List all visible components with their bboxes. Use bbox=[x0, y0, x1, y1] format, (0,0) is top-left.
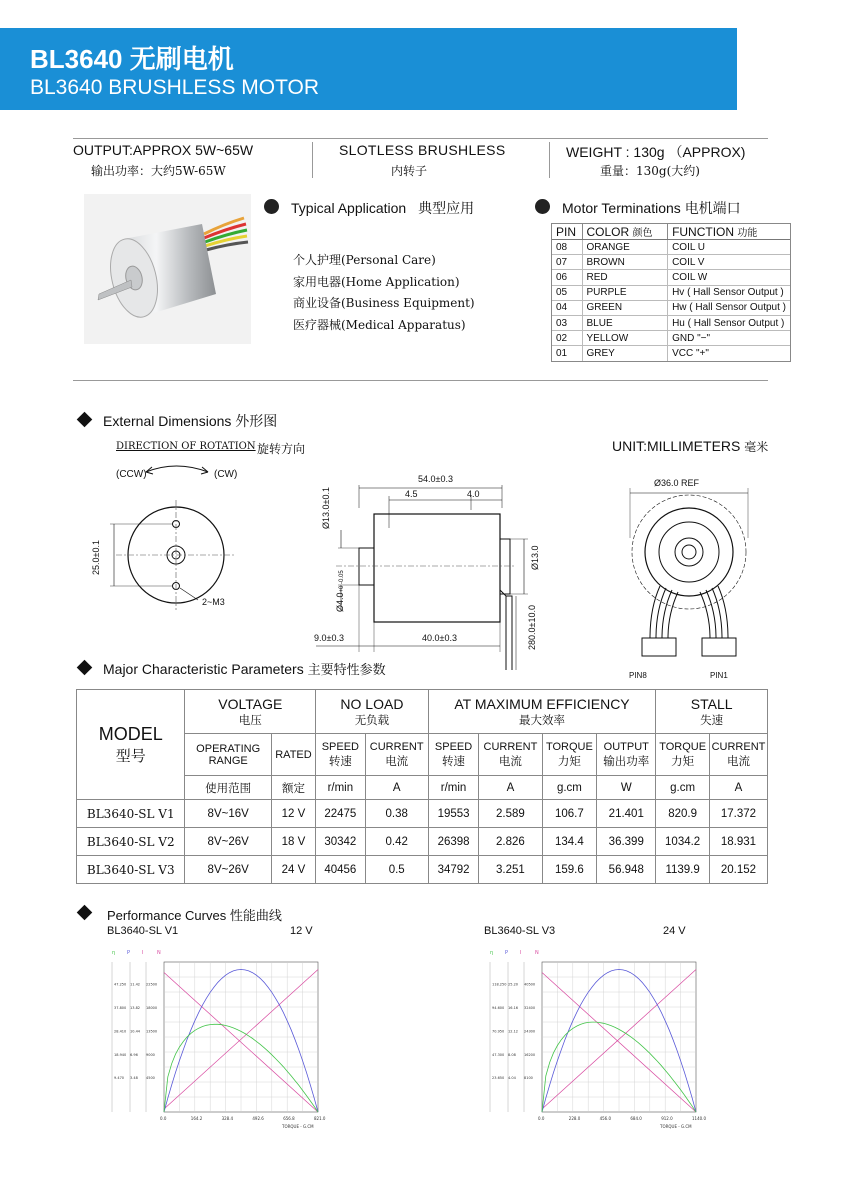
axis-tick-label: 8.08 bbox=[508, 1052, 516, 1057]
dim-280: 280.0±10.0 bbox=[527, 605, 537, 650]
diamond-bullet-icon bbox=[77, 905, 93, 921]
parameters-title-en: Major Characteristic Parameters bbox=[103, 661, 304, 677]
nl-current-cn: 电流 bbox=[385, 755, 409, 768]
me-output-cn: 输出功率 bbox=[603, 755, 650, 768]
pin-color-cell: BLUE bbox=[582, 315, 668, 330]
pin-function-cell: Hv ( Hall Sensor Output ) bbox=[668, 285, 790, 300]
application-title-en: Typical Application bbox=[291, 200, 407, 216]
axis-tick-label: 94.600 bbox=[492, 1005, 505, 1010]
param-me-speed-cell: 34792 bbox=[428, 856, 479, 884]
page-title: BL3640 无刷电机 bbox=[30, 44, 234, 74]
param-range-cell: 8V~26V bbox=[185, 856, 271, 884]
curve-left-volt: 12 V bbox=[290, 925, 313, 937]
me-current-header bbox=[479, 734, 542, 776]
function-header bbox=[668, 224, 790, 240]
op-range-header bbox=[185, 734, 271, 776]
param-me-torque-cell: 159.6 bbox=[542, 856, 597, 884]
dimensions-title-cn: 外形图 bbox=[235, 413, 278, 429]
terminations-title bbox=[562, 198, 741, 218]
table-row bbox=[77, 800, 768, 828]
stall-header-cn: 失速 bbox=[700, 714, 724, 727]
color-header-cn: 颜色 bbox=[632, 228, 653, 239]
unit-label-cn: 毫米 bbox=[744, 440, 769, 454]
dimensions-title-en: External Dimensions bbox=[103, 413, 232, 429]
param-me-speed-cell: 19553 bbox=[428, 800, 479, 828]
x-tick-label: 821.0 bbox=[314, 1116, 326, 1121]
pin-row bbox=[552, 255, 790, 270]
unit-label-en: UNIT:MILLIMETERS bbox=[612, 438, 741, 454]
maxeff-header-cn: 最大效率 bbox=[519, 714, 566, 727]
st-current-en: CURRENT bbox=[711, 740, 766, 753]
unit-rmin: r/min bbox=[316, 776, 366, 800]
dim-4-tolerance: +0 -0.05 bbox=[339, 570, 345, 593]
color-header-en: COLOR bbox=[586, 225, 630, 239]
me-torque-header bbox=[542, 734, 597, 776]
me-torque-cn: 力矩 bbox=[557, 755, 581, 768]
terminations-title-cn: 电机端口 bbox=[684, 200, 741, 216]
me-current-en: CURRENT bbox=[483, 740, 538, 753]
pin-row bbox=[552, 285, 790, 300]
page-subtitle: BL3640 BRUSHLESS MOTOR bbox=[30, 76, 320, 99]
x-axis-label: TORQUE - G.CM bbox=[282, 1124, 314, 1129]
series-letter: I bbox=[520, 950, 522, 956]
me-speed-en: SPEED bbox=[434, 740, 473, 753]
pin-color-cell: YELLOW bbox=[582, 331, 668, 346]
x-tick-label: 492.6 bbox=[252, 1116, 264, 1121]
motor-type-cn: 内转子 bbox=[391, 164, 428, 178]
nl-speed-en: SPEED bbox=[321, 740, 359, 753]
axis-tick-label: 10.44 bbox=[130, 1029, 141, 1034]
op-range-cn: 使用范围 bbox=[185, 776, 271, 800]
me-output-en: OUTPUT bbox=[603, 740, 649, 753]
voltage-header-cn: 电压 bbox=[238, 714, 262, 727]
axis-tick-label: 3.48 bbox=[130, 1076, 138, 1081]
rear-view-drawing bbox=[620, 478, 770, 678]
noload-header-en: NO LOAD bbox=[340, 695, 404, 712]
series-letter: N bbox=[157, 950, 161, 956]
x-tick-label: 0.0 bbox=[538, 1116, 545, 1121]
pin-row bbox=[552, 331, 790, 346]
param-st-current-cell: 17.372 bbox=[709, 800, 767, 828]
function-header-cn: 功能 bbox=[737, 228, 758, 239]
rotation-label-cn: 旋转方向 bbox=[257, 442, 306, 456]
voltage-header-en: VOLTAGE bbox=[218, 695, 283, 712]
axis-tick-label: 118.250 bbox=[492, 982, 507, 987]
pin-function-cell: VCC "+" bbox=[668, 346, 790, 361]
param-me-torque-cell: 134.4 bbox=[542, 828, 597, 856]
axis-tick-label: 28.410 bbox=[114, 1029, 127, 1034]
param-nl-current-cell: 0.5 bbox=[365, 856, 428, 884]
table-row bbox=[77, 856, 768, 884]
pin-color-cell: ORANGE bbox=[582, 240, 668, 255]
pin-pin-cell: 07 bbox=[552, 255, 582, 270]
x-tick-label: 164.2 bbox=[190, 1116, 203, 1121]
param-st-torque-cell: 1034.2 bbox=[656, 828, 710, 856]
pin1-label: PIN1 bbox=[710, 671, 728, 680]
param-me-output-cell: 21.401 bbox=[597, 800, 656, 828]
unit-gcm: g.cm bbox=[656, 776, 710, 800]
output-spec: OUTPUT:APPROX 5W~65W bbox=[73, 142, 254, 158]
front-view-drawing bbox=[96, 462, 256, 622]
pin-function-cell: COIL W bbox=[668, 270, 790, 285]
axis-tick-label: 8100 bbox=[524, 1076, 533, 1081]
rated-header bbox=[271, 734, 315, 776]
x-tick-label: 0.0 bbox=[160, 1116, 167, 1121]
dim-13: Ø13.0 bbox=[530, 545, 540, 570]
param-st-current-cell: 18.931 bbox=[709, 828, 767, 856]
me-current-cn: 电流 bbox=[498, 755, 522, 768]
param-me-torque-cell: 106.7 bbox=[542, 800, 597, 828]
axis-tick-label: 12.12 bbox=[508, 1029, 519, 1034]
application-list bbox=[293, 250, 475, 336]
pin-pin-cell: 02 bbox=[552, 331, 582, 346]
curves-title-en: Performance Curves bbox=[107, 908, 227, 923]
pin-function-cell: Hw ( Hall Sensor Output ) bbox=[668, 300, 790, 315]
output-spec-cn: 输出功率：大约5W-65W bbox=[91, 164, 226, 178]
axis-tick-label: 47.250 bbox=[114, 982, 127, 987]
pin-row bbox=[552, 240, 790, 255]
pin-color-cell: PURPLE bbox=[582, 285, 668, 300]
param-me-output-cell: 56.948 bbox=[597, 856, 656, 884]
maxeff-header bbox=[428, 690, 655, 734]
series-letter: N bbox=[535, 950, 539, 956]
bullet-icon bbox=[264, 199, 279, 214]
axis-tick-label: 47.300 bbox=[492, 1052, 505, 1057]
axis-tick-label: 37.800 bbox=[114, 1005, 127, 1010]
pin-row bbox=[552, 346, 790, 361]
table-row bbox=[77, 828, 768, 856]
motor-type: SLOTLESS BRUSHLESS bbox=[339, 142, 506, 158]
list-item: 个人护理(Personal Care) bbox=[293, 253, 436, 267]
spec-top-rule bbox=[73, 138, 768, 139]
parameters-table bbox=[76, 689, 768, 884]
diamond-bullet-icon bbox=[77, 412, 93, 428]
spec-divider bbox=[312, 142, 313, 178]
series-letter: η bbox=[112, 950, 116, 956]
dim-4-5: 4.5 bbox=[405, 489, 418, 499]
pin-table bbox=[551, 223, 791, 362]
unit-a: A bbox=[709, 776, 767, 800]
st-torque-header bbox=[656, 734, 710, 776]
ccw-label: (CCW) bbox=[116, 469, 147, 480]
parameters-title-cn: 主要特性参数 bbox=[307, 663, 386, 678]
dim-25: 25.0±0.1 bbox=[91, 540, 101, 575]
param-rated-cell: 24 V bbox=[271, 856, 315, 884]
axis-tick-label: 13.82 bbox=[130, 1005, 141, 1010]
model-header-cn: 型号 bbox=[115, 747, 146, 765]
me-output-header bbox=[597, 734, 656, 776]
param-range-cell: 8V~16V bbox=[185, 800, 271, 828]
param-nl-speed-cell: 22475 bbox=[316, 800, 366, 828]
pin-function-cell: GND "−" bbox=[668, 331, 790, 346]
pin-row bbox=[552, 270, 790, 285]
pin-pin-cell: 08 bbox=[552, 240, 582, 255]
me-torque-en: TORQUE bbox=[545, 740, 593, 753]
x-tick-label: 684.0 bbox=[630, 1116, 642, 1121]
param-me-speed-cell: 26398 bbox=[428, 828, 479, 856]
dim-13-shaft: Ø13.0±0.1 bbox=[321, 487, 331, 529]
dim-36: Ø36.0 REF bbox=[654, 478, 700, 488]
pin-pin-cell: 01 bbox=[556, 347, 568, 359]
x-tick-label: 228.0 bbox=[568, 1116, 581, 1121]
unit-a: A bbox=[479, 776, 542, 800]
st-torque-en: TORQUE bbox=[659, 740, 707, 753]
application-title-cn: 典型应用 bbox=[418, 200, 475, 216]
pin-header: PIN bbox=[552, 224, 582, 240]
axis-tick-label: 32400 bbox=[524, 1005, 536, 1010]
pin-color-cell: GREEN bbox=[582, 300, 668, 315]
voltage-header bbox=[185, 690, 316, 734]
pin8-label: PIN8 bbox=[629, 671, 647, 680]
stall-header bbox=[656, 690, 768, 734]
pin-color-cell: GREY bbox=[582, 346, 668, 361]
x-tick-label: 656.8 bbox=[283, 1116, 295, 1121]
st-torque-cn: 力矩 bbox=[671, 755, 695, 768]
section-rule bbox=[73, 380, 768, 381]
maxeff-header-en: AT MAXIMUM EFFICIENCY bbox=[454, 695, 630, 712]
param-model-cell: BL3640-SL V2 bbox=[77, 828, 185, 856]
pin-color-cell: RED bbox=[582, 270, 668, 285]
noload-header bbox=[316, 690, 429, 734]
x-axis-label: TORQUE - G.CM bbox=[660, 1124, 692, 1129]
pin-pin-cell: 06 bbox=[552, 270, 582, 285]
series-letter: η bbox=[490, 950, 494, 956]
x-tick-label: 456.0 bbox=[599, 1116, 612, 1121]
header-banner bbox=[0, 28, 737, 110]
series-letter: P bbox=[127, 950, 131, 956]
param-st-torque-cell: 820.9 bbox=[656, 800, 710, 828]
st-current-cn: 电流 bbox=[726, 755, 750, 768]
pin-row bbox=[552, 300, 790, 315]
noload-header-cn: 无负载 bbox=[354, 714, 390, 727]
param-me-current-cell: 2.826 bbox=[479, 828, 542, 856]
performance-chart-left bbox=[100, 944, 330, 1130]
model-header bbox=[77, 690, 185, 800]
axis-tick-label: 25.20 bbox=[508, 982, 519, 987]
param-me-current-cell: 3.251 bbox=[479, 856, 542, 884]
nl-current-header bbox=[365, 734, 428, 776]
dim-2m3: 2~M3 bbox=[202, 597, 225, 607]
rated-cn: 额定 bbox=[271, 776, 315, 800]
dim-54: 54.0±0.3 bbox=[418, 474, 453, 484]
nl-current-en: CURRENT bbox=[369, 740, 424, 753]
rotation-label: DIRECTION OF ROTATION bbox=[116, 441, 256, 452]
param-st-torque-cell: 1139.9 bbox=[656, 856, 710, 884]
spec-divider bbox=[549, 142, 550, 178]
axis-tick-label: 16200 bbox=[524, 1052, 536, 1057]
unit-label bbox=[612, 438, 768, 455]
axis-tick-label: 70.950 bbox=[492, 1029, 505, 1034]
axis-tick-label: 40500 bbox=[524, 982, 536, 987]
param-nl-current-cell: 0.38 bbox=[365, 800, 428, 828]
unit-w: W bbox=[597, 776, 656, 800]
stall-header-en: STALL bbox=[690, 695, 733, 712]
application-title bbox=[291, 198, 474, 218]
motor-photo bbox=[84, 194, 251, 344]
axis-tick-label: 4500 bbox=[146, 1076, 155, 1081]
axis-tick-label: 18.940 bbox=[114, 1052, 127, 1057]
curve-right-volt: 24 V bbox=[663, 925, 686, 937]
param-model-cell: BL3640-SL V3 bbox=[77, 856, 185, 884]
pin-function-cell: COIL V bbox=[668, 255, 790, 270]
list-item: 商业设备(Business Equipment) bbox=[293, 296, 475, 310]
pin-row bbox=[552, 315, 790, 330]
axis-tick-label: 9.470 bbox=[114, 1076, 125, 1081]
pin-table-header bbox=[552, 224, 790, 240]
pin-function-cell: Hu ( Hall Sensor Output ) bbox=[668, 315, 790, 330]
param-nl-speed-cell: 30342 bbox=[316, 828, 366, 856]
series-letter: P bbox=[505, 950, 509, 956]
axis-tick-label: 16.16 bbox=[508, 1005, 519, 1010]
dim-9: 9.0±0.3 bbox=[314, 633, 344, 643]
x-tick-label: 912.0 bbox=[661, 1116, 673, 1121]
diamond-bullet-icon bbox=[77, 660, 93, 676]
unit-a: A bbox=[365, 776, 428, 800]
weight-spec-cn: 重量：130g(大约) bbox=[600, 164, 700, 178]
pin-pin-cell: 05 bbox=[552, 285, 582, 300]
param-me-current-cell: 2.589 bbox=[479, 800, 542, 828]
param-range-cell: 8V~26V bbox=[185, 828, 271, 856]
axis-tick-label: 23.650 bbox=[492, 1076, 505, 1081]
me-speed-header bbox=[428, 734, 479, 776]
axis-tick-label: 13500 bbox=[146, 1029, 158, 1034]
rated-header-en: RATED bbox=[275, 748, 312, 761]
performance-chart-right bbox=[478, 944, 708, 1130]
me-speed-cn: 转速 bbox=[442, 755, 466, 768]
param-model-cell: BL3640-SL V1 bbox=[77, 800, 185, 828]
axis-tick-label: 22500 bbox=[146, 982, 158, 987]
dimensions-title bbox=[103, 411, 277, 431]
axis-tick-label: 6.96 bbox=[130, 1052, 138, 1057]
op-range-header-en: OPERATING RANGE bbox=[196, 742, 261, 767]
pin-pin-cell: 03 bbox=[552, 315, 582, 330]
cw-label: (CW) bbox=[214, 469, 238, 480]
param-rated-cell: 18 V bbox=[271, 828, 315, 856]
weight-spec: WEIGHT : 130g （APPROX) bbox=[566, 144, 746, 160]
terminations-title-en: Motor Terminations bbox=[562, 200, 681, 216]
dim-4-0: 4.0 bbox=[467, 489, 480, 499]
axis-tick-label: 4.04 bbox=[508, 1076, 516, 1081]
curves-title bbox=[107, 905, 282, 924]
bullet-icon bbox=[535, 199, 550, 214]
curve-left-model: BL3640-SL V1 bbox=[107, 925, 179, 937]
param-nl-current-cell: 0.42 bbox=[365, 828, 428, 856]
list-item: 家用电器(Home Application) bbox=[293, 274, 460, 289]
model-header-en: MODEL bbox=[98, 723, 163, 744]
axis-tick-label: 18000 bbox=[146, 1005, 158, 1010]
pin-color-cell: BROWN bbox=[582, 255, 668, 270]
axis-tick-label: 24300 bbox=[524, 1029, 536, 1034]
dim-4-value: Ø4.0 bbox=[335, 592, 345, 612]
x-tick-label: 328.4 bbox=[221, 1116, 234, 1121]
param-me-output-cell: 36.399 bbox=[597, 828, 656, 856]
unit-gcm: g.cm bbox=[542, 776, 597, 800]
param-rated-cell: 12 V bbox=[271, 800, 315, 828]
axis-tick-label: 9000 bbox=[146, 1052, 155, 1057]
curves-title-cn: 性能曲线 bbox=[229, 908, 282, 923]
pin-function-cell: COIL U bbox=[668, 240, 790, 255]
dim-4 bbox=[335, 570, 345, 612]
pin-pin-cell: 04 bbox=[552, 300, 582, 315]
curve-right-model: BL3640-SL V3 bbox=[484, 925, 556, 937]
dim-40: 40.0±0.3 bbox=[422, 633, 457, 643]
list-item: 医疗器械(Medical Apparatus) bbox=[293, 317, 466, 332]
param-nl-speed-cell: 40456 bbox=[316, 856, 366, 884]
unit-rmin: r/min bbox=[428, 776, 479, 800]
nl-speed-header bbox=[316, 734, 366, 776]
series-letter: I bbox=[142, 950, 144, 956]
st-current-header bbox=[709, 734, 767, 776]
color-header bbox=[582, 224, 668, 240]
function-header-en: FUNCTION bbox=[672, 225, 735, 239]
axis-tick-label: 11.42 bbox=[130, 982, 141, 987]
x-tick-label: 1140.0 bbox=[692, 1116, 706, 1121]
param-st-current-cell: 20.152 bbox=[709, 856, 767, 884]
nl-speed-cn: 转速 bbox=[328, 755, 352, 768]
parameters-title bbox=[103, 659, 386, 678]
